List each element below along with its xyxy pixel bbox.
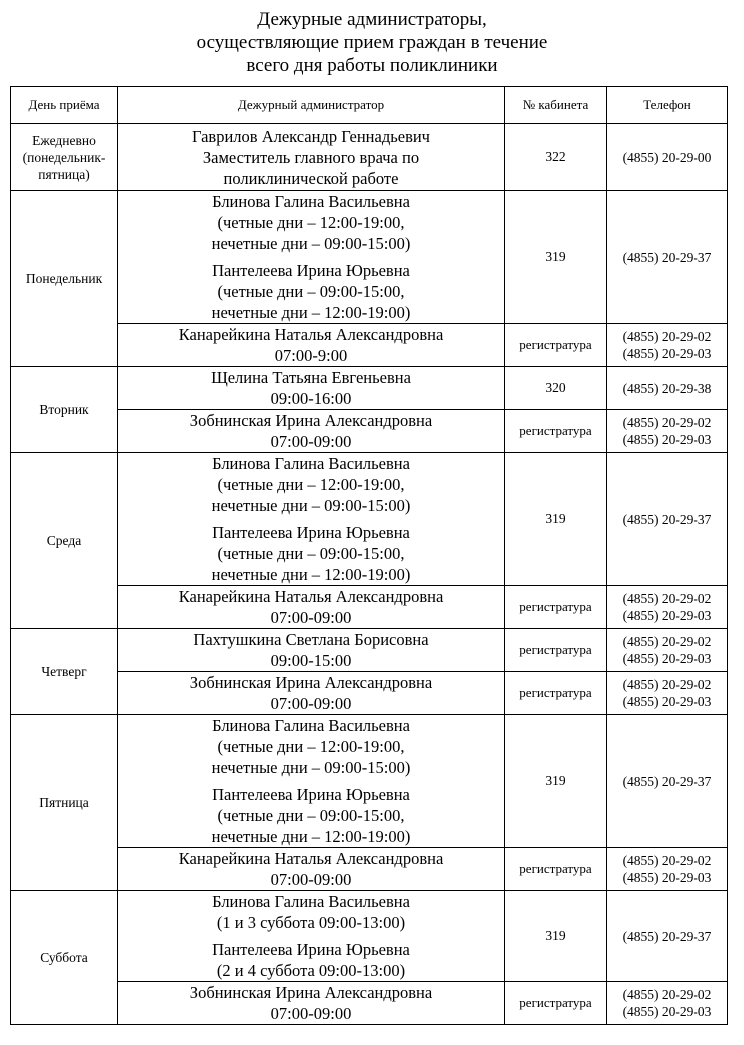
schedule-table — [10, 86, 728, 1025]
admin-line: (четные дни – 12:00-19:00, — [217, 475, 405, 494]
table-row — [11, 848, 728, 891]
admin-line: (четные дни – 09:00-15:00, — [217, 282, 405, 301]
phone-cell — [607, 586, 728, 629]
header-room: № кабинета — [505, 87, 607, 124]
admin-entry — [121, 715, 501, 778]
phone-line: (4855) 20-29-02 — [622, 415, 712, 430]
day-line: Среда — [46, 533, 82, 548]
phone-cell — [607, 982, 728, 1025]
room-cell: 319 — [505, 715, 607, 848]
admin-entry — [121, 126, 501, 189]
phone-cell — [607, 629, 728, 672]
title-line: осуществляющие прием граждан в течение — [196, 32, 548, 53]
phone-cell — [607, 715, 728, 848]
admin-line: Пантелеева Ирина Юрьевна — [212, 940, 410, 959]
admin-entry — [121, 324, 501, 366]
day-cell — [11, 124, 118, 191]
table-row — [11, 891, 728, 982]
room-cell: регистратура — [505, 848, 607, 891]
day-line: Четверг — [41, 664, 87, 679]
phone-line: (4855) 20-29-03 — [622, 694, 712, 709]
admin-line: Зобнинская Ирина Александровна — [189, 411, 433, 430]
admin-line: Зобнинская Ирина Александровна — [189, 983, 433, 1002]
admin-entry — [121, 586, 501, 628]
admin-line: Щелина Татьяна Евгеньевна — [211, 368, 411, 387]
room-cell: 322 — [505, 124, 607, 191]
admin-cell — [118, 586, 505, 629]
phone-line: (4855) 20-29-02 — [622, 329, 712, 344]
admin-line: 07:00-09:00 — [270, 432, 352, 451]
phone-line: (4855) 20-29-03 — [622, 1004, 712, 1019]
day-line: Ежедневно — [32, 132, 96, 148]
day-cell — [11, 191, 118, 367]
phone-line: (4855) 20-29-02 — [622, 987, 712, 1002]
phone-cell — [607, 891, 728, 982]
phone-line: (4855) 20-29-03 — [622, 346, 712, 361]
admin-line: Гаврилов Александр Геннадьевич — [191, 126, 430, 146]
admin-line: Блинова Галина Васильевна — [212, 716, 410, 735]
admin-line: Канарейкина Наталья Александровна — [178, 325, 444, 344]
admin-line: 07:00-09:00 — [270, 694, 352, 713]
table-row — [11, 715, 728, 848]
room-cell: 319 — [505, 191, 607, 324]
admin-cell — [118, 715, 505, 848]
admin-cell — [118, 848, 505, 891]
admin-cell — [118, 410, 505, 453]
phone-line: (4855) 20-29-02 — [622, 853, 712, 868]
day-cell — [11, 891, 118, 1025]
admin-entry — [121, 410, 501, 452]
day-cell — [11, 629, 118, 715]
admin-entry — [121, 891, 501, 933]
admin-line: Пантелеева Ирина Юрьевна — [212, 261, 410, 280]
admin-entry — [121, 629, 501, 671]
day-cell — [11, 715, 118, 891]
admin-line: 09:00-15:00 — [270, 651, 352, 670]
phone-line: (4855) 20-29-03 — [622, 870, 712, 885]
admin-entry — [121, 784, 501, 847]
phone-cell — [607, 324, 728, 367]
admin-line: Пахтушкина Светлана Борисовна — [193, 630, 429, 649]
admin-line: (четные дни – 12:00-19:00, — [217, 737, 405, 756]
header-day: День приёма — [11, 87, 118, 124]
admin-line: (четные дни – 09:00-15:00, — [217, 806, 405, 825]
room-cell: регистратура — [505, 410, 607, 453]
day-line: Суббота — [40, 950, 88, 965]
room-cell: 320 — [505, 367, 607, 410]
admin-cell — [118, 191, 505, 324]
table-row — [11, 191, 728, 324]
admin-entry — [121, 939, 501, 981]
phone-line: (4855) 20-29-03 — [622, 608, 712, 623]
admin-cell — [118, 629, 505, 672]
phone-cell — [607, 848, 728, 891]
day-line: Понедельник — [25, 271, 103, 286]
day-cell — [11, 453, 118, 629]
header-admin: Дежурный администратор — [118, 87, 505, 124]
phone-line: (4855) 20-29-37 — [622, 511, 712, 527]
phone-cell — [607, 453, 728, 586]
phone-cell — [607, 367, 728, 410]
document-title — [0, 8, 744, 77]
admin-entry — [121, 453, 501, 516]
phone-line: (4855) 20-29-03 — [622, 651, 712, 666]
table-row — [11, 672, 728, 715]
phone-cell — [607, 410, 728, 453]
header-phone: Телефон — [607, 87, 728, 124]
admin-line: нечетные дни – 09:00-15:00) — [211, 496, 411, 515]
admin-entry — [121, 367, 501, 409]
admin-line: Канарейкина Наталья Александровна — [178, 849, 444, 868]
admin-line: Блинова Галина Васильевна — [212, 454, 410, 473]
admin-entry — [121, 848, 501, 890]
room-cell: регистратура — [505, 324, 607, 367]
admin-entry — [121, 672, 501, 714]
admin-line: 07:00-09:00 — [270, 608, 352, 627]
phone-line: (4855) 20-29-37 — [622, 249, 712, 265]
room-cell: регистратура — [505, 586, 607, 629]
table-row — [11, 410, 728, 453]
phone-line: (4855) 20-29-00 — [622, 149, 712, 165]
admin-line: Заместитель главного врача по — [202, 147, 420, 167]
admin-cell — [118, 324, 505, 367]
table-row — [11, 629, 728, 672]
room-cell: регистратура — [505, 672, 607, 715]
day-line: (понедельник- — [22, 149, 106, 165]
phone-cell — [607, 672, 728, 715]
phone-line: (4855) 20-29-03 — [622, 432, 712, 447]
phone-cell — [607, 124, 728, 191]
table-row — [11, 453, 728, 586]
admin-line: (2 и 4 суббота 09:00-13:00) — [216, 961, 406, 980]
room-cell: регистратура — [505, 629, 607, 672]
room-cell: регистратура — [505, 982, 607, 1025]
phone-line: (4855) 20-29-02 — [622, 634, 712, 649]
schedule-body — [11, 124, 728, 1025]
title-line: всего дня работы поликлиники — [246, 55, 498, 76]
phone-line: (4855) 20-29-37 — [622, 773, 712, 789]
room-cell: 319 — [505, 453, 607, 586]
admin-line: поликлинической работе — [223, 168, 399, 188]
admin-cell — [118, 367, 505, 410]
title-line: Дежурные администраторы, — [257, 9, 487, 30]
admin-cell — [118, 672, 505, 715]
admin-cell — [118, 453, 505, 586]
admin-line: нечетные дни – 09:00-15:00) — [211, 758, 411, 777]
admin-line: нечетные дни – 09:00-15:00) — [211, 234, 411, 253]
admin-cell — [118, 982, 505, 1025]
header-row — [11, 87, 728, 124]
admin-line: (четные дни – 09:00-15:00, — [217, 544, 405, 563]
admin-cell — [118, 891, 505, 982]
admin-line: Блинова Галина Васильевна — [212, 892, 410, 911]
admin-line: (четные дни – 12:00-19:00, — [217, 213, 405, 232]
day-cell — [11, 367, 118, 453]
admin-entry — [121, 260, 501, 323]
admin-entry — [121, 191, 501, 254]
phone-cell — [607, 191, 728, 324]
table-row — [11, 124, 728, 191]
admin-line: нечетные дни – 12:00-19:00) — [211, 827, 411, 846]
admin-line: нечетные дни – 12:00-19:00) — [211, 303, 411, 322]
table-row — [11, 324, 728, 367]
phone-line: (4855) 20-29-02 — [622, 677, 712, 692]
admin-cell — [118, 124, 505, 191]
admin-line: 07:00-09:00 — [270, 870, 352, 889]
admin-line: Блинова Галина Васильевна — [212, 192, 410, 211]
table-row — [11, 982, 728, 1025]
table-row — [11, 367, 728, 410]
admin-line: Пантелеева Ирина Юрьевна — [212, 523, 410, 542]
admin-line: Зобнинская Ирина Александровна — [189, 673, 433, 692]
admin-line: (1 и 3 суббота 09:00-13:00) — [216, 913, 406, 932]
phone-line: (4855) 20-29-37 — [622, 928, 712, 944]
phone-line: (4855) 20-29-38 — [622, 380, 712, 396]
phone-line: (4855) 20-29-02 — [622, 591, 712, 606]
admin-line: 07:00-9:00 — [274, 346, 348, 365]
admin-line: 09:00-16:00 — [270, 389, 352, 408]
admin-line: 07:00-09:00 — [270, 1004, 352, 1023]
day-line: пятница) — [38, 166, 90, 182]
table-row — [11, 586, 728, 629]
day-line: Пятница — [39, 795, 89, 810]
admin-entry — [121, 522, 501, 585]
room-cell: 319 — [505, 891, 607, 982]
admin-entry — [121, 982, 501, 1024]
admin-line: Пантелеева Ирина Юрьевна — [212, 785, 410, 804]
admin-line: Канарейкина Наталья Александровна — [178, 587, 444, 606]
admin-line: нечетные дни – 12:00-19:00) — [211, 565, 411, 584]
day-line: Вторник — [39, 402, 89, 417]
